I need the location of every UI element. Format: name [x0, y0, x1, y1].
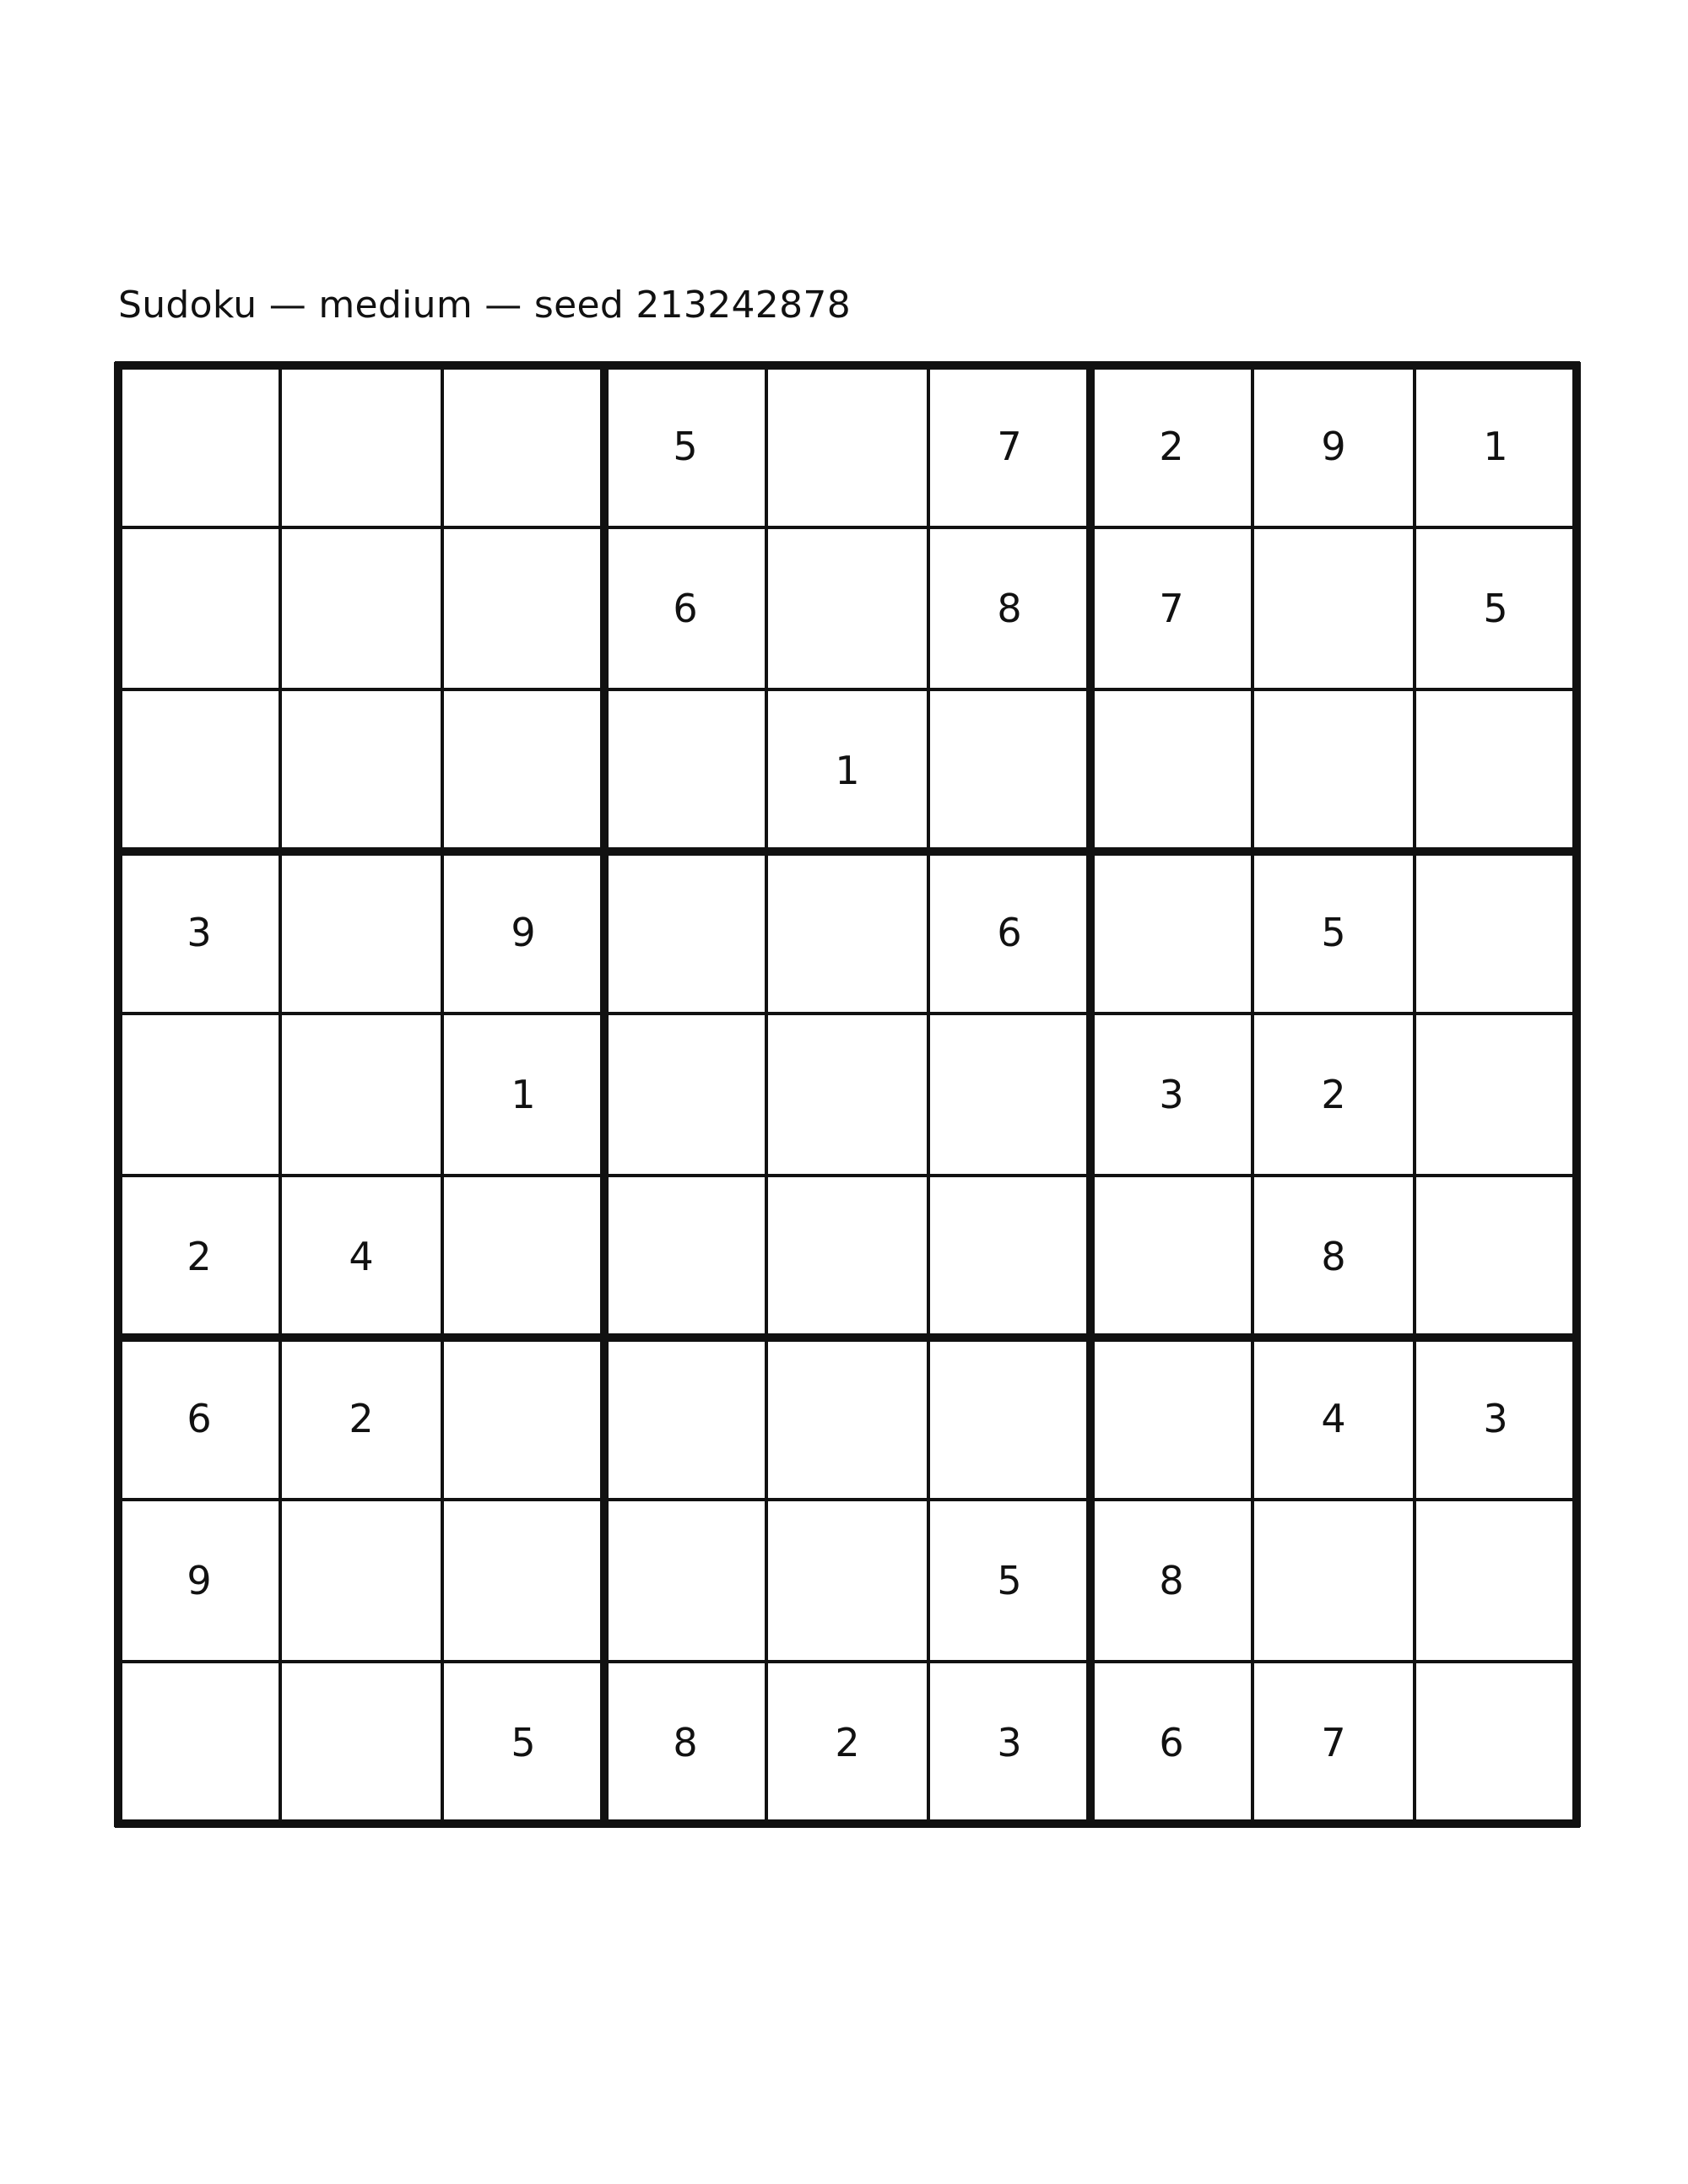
sudoku-cell-r8-c5[interactable] — [766, 1500, 928, 1662]
sudoku-cell-r8-c3[interactable] — [442, 1500, 604, 1662]
sudoku-cell-r1-c7[interactable]: 2 — [1159, 424, 1184, 469]
sudoku-cell-r6-c6[interactable] — [928, 1176, 1090, 1338]
cell-grid — [118, 365, 1577, 1824]
sudoku-cell-r3-c7[interactable] — [1090, 689, 1252, 851]
sudoku-cell-r3-c2[interactable] — [280, 689, 442, 851]
sudoku-cell-r4-c5[interactable] — [766, 851, 928, 1014]
sudoku-cell-r2-c6[interactable]: 8 — [997, 586, 1022, 631]
sudoku-cell-r9-c4[interactable]: 8 — [673, 1720, 698, 1765]
sudoku-cell-r3-c1[interactable] — [118, 689, 280, 851]
sudoku-cell-r4-c8[interactable]: 5 — [1321, 910, 1346, 955]
sudoku-cell-r7-c5[interactable] — [766, 1338, 928, 1500]
sudoku-cell-r6-c1[interactable]: 2 — [187, 1234, 212, 1279]
sudoku-cell-r7-c2[interactable]: 2 — [349, 1396, 374, 1441]
sudoku-cell-r8-c8[interactable] — [1252, 1500, 1415, 1662]
sudoku-cell-r4-c4[interactable] — [604, 851, 766, 1014]
sudoku-cell-r9-c9[interactable] — [1415, 1662, 1577, 1824]
sudoku-cell-r6-c7[interactable] — [1090, 1176, 1252, 1338]
sudoku-cell-r4-c3[interactable]: 9 — [511, 910, 536, 955]
sudoku-cell-r7-c9[interactable]: 3 — [1483, 1396, 1508, 1441]
sudoku-cell-r9-c2[interactable] — [280, 1662, 442, 1824]
sudoku-cell-r6-c5[interactable] — [766, 1176, 928, 1338]
sudoku-cell-r6-c9[interactable] — [1415, 1176, 1577, 1338]
sudoku-cell-r7-c7[interactable] — [1090, 1338, 1252, 1500]
sudoku-cell-r5-c8[interactable]: 2 — [1321, 1072, 1346, 1117]
sudoku-cell-r7-c1[interactable]: 6 — [187, 1396, 212, 1441]
sudoku-cell-r5-c1[interactable] — [118, 1014, 280, 1176]
sudoku-cell-r2-c8[interactable] — [1252, 527, 1415, 689]
sudoku-cell-r1-c1[interactable] — [118, 365, 280, 527]
sudoku-cell-r2-c1[interactable] — [118, 527, 280, 689]
sudoku-cell-r1-c9[interactable]: 1 — [1483, 424, 1508, 469]
sudoku-cell-r8-c2[interactable] — [280, 1500, 442, 1662]
sudoku-cell-r3-c6[interactable] — [928, 689, 1090, 851]
sudoku-cell-r6-c8[interactable]: 8 — [1321, 1234, 1346, 1279]
sudoku-cell-r8-c9[interactable] — [1415, 1500, 1577, 1662]
sudoku-cell-r2-c2[interactable] — [280, 527, 442, 689]
sudoku-cell-r1-c2[interactable] — [280, 365, 442, 527]
sudoku-cell-r3-c3[interactable] — [442, 689, 604, 851]
sudoku-cell-r9-c7[interactable]: 6 — [1159, 1720, 1184, 1765]
sudoku-cell-r4-c9[interactable] — [1415, 851, 1577, 1014]
sudoku-cell-r1-c5[interactable] — [766, 365, 928, 527]
sudoku-cell-r9-c3[interactable]: 5 — [511, 1720, 536, 1765]
sudoku-cell-r5-c7[interactable]: 3 — [1159, 1072, 1184, 1117]
sudoku-cell-r6-c3[interactable] — [442, 1176, 604, 1338]
sudoku-cell-r8-c7[interactable]: 8 — [1159, 1558, 1184, 1603]
sudoku-cell-r8-c1[interactable]: 9 — [187, 1558, 212, 1603]
sudoku-cell-r6-c4[interactable] — [604, 1176, 766, 1338]
sudoku-cell-r7-c3[interactable] — [442, 1338, 604, 1500]
sudoku-cell-r3-c5[interactable]: 1 — [835, 748, 860, 793]
sudoku-cell-r5-c5[interactable] — [766, 1014, 928, 1176]
sudoku-cell-r3-c9[interactable] — [1415, 689, 1577, 851]
sudoku-cell-r2-c4[interactable]: 6 — [673, 586, 698, 631]
sudoku-cell-r4-c6[interactable]: 6 — [997, 910, 1022, 955]
sudoku-cell-r5-c2[interactable] — [280, 1014, 442, 1176]
sudoku-cell-r2-c7[interactable]: 7 — [1159, 586, 1184, 631]
sudoku-cell-r1-c3[interactable] — [442, 365, 604, 527]
sudoku-cell-r9-c8[interactable]: 7 — [1321, 1720, 1346, 1765]
sudoku-cell-r2-c3[interactable] — [442, 527, 604, 689]
sudoku-cell-r7-c4[interactable] — [604, 1338, 766, 1500]
sudoku-cell-r6-c2[interactable]: 4 — [349, 1234, 374, 1279]
sudoku-cell-r4-c7[interactable] — [1090, 851, 1252, 1014]
sudoku-cell-r9-c1[interactable] — [118, 1662, 280, 1824]
puzzle-title: Sudoku — medium — seed 213242878 — [118, 284, 851, 327]
sudoku-cell-r3-c8[interactable] — [1252, 689, 1415, 851]
sudoku-cell-r7-c8[interactable]: 4 — [1321, 1396, 1346, 1441]
sudoku-cell-r9-c5[interactable]: 2 — [835, 1720, 860, 1765]
sudoku-cell-r5-c6[interactable] — [928, 1014, 1090, 1176]
sudoku-cell-r5-c3[interactable]: 1 — [511, 1072, 536, 1117]
sudoku-board — [118, 365, 1577, 1824]
sudoku-cell-r3-c4[interactable] — [604, 689, 766, 851]
sudoku-cell-r7-c6[interactable] — [928, 1338, 1090, 1500]
sudoku-cell-r9-c6[interactable]: 3 — [997, 1720, 1022, 1765]
sudoku-cell-r5-c4[interactable] — [604, 1014, 766, 1176]
sudoku-cell-r4-c2[interactable] — [280, 851, 442, 1014]
sudoku-cell-r8-c6[interactable]: 5 — [997, 1558, 1022, 1603]
sudoku-cell-r4-c1[interactable]: 3 — [187, 910, 212, 955]
sudoku-cell-r5-c9[interactable] — [1415, 1014, 1577, 1176]
sudoku-cell-r8-c4[interactable] — [604, 1500, 766, 1662]
sudoku-cell-r1-c8[interactable]: 9 — [1321, 424, 1346, 469]
sudoku-cell-r2-c5[interactable] — [766, 527, 928, 689]
sudoku-cell-r1-c4[interactable]: 5 — [673, 424, 698, 469]
sudoku-cell-r2-c9[interactable]: 5 — [1483, 586, 1508, 631]
sudoku-cell-r1-c6[interactable]: 7 — [997, 424, 1022, 469]
